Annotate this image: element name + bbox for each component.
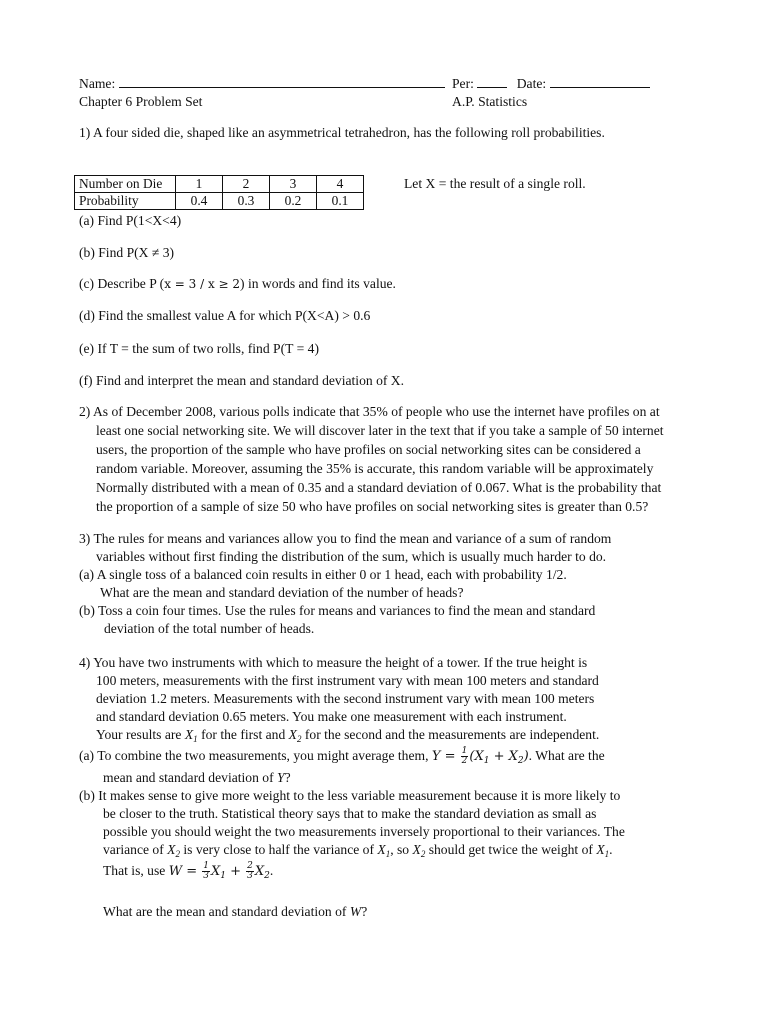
q1-part-f: (f) Find and interpret the mean and standard deviation of X. — [79, 373, 405, 388]
q2-line: Normally distributed with a mean of 0.35 and a standard deviation of 0.067. What is the probability that — [96, 480, 662, 495]
q1-let-x: Let X = the result of a single roll. — [404, 176, 586, 191]
table-header-number: Number on Die — [75, 176, 176, 193]
chapter-title: Chapter 6 Problem Set — [79, 94, 203, 109]
table-cell: 0.1 — [317, 193, 364, 210]
q4-line: and standard deviation 0.65 meters. You make one measurement with each instrument. — [96, 709, 567, 724]
q3-part-b: (b) Toss a coin four times. Use the rules for means and variances to find the mean and standard — [79, 603, 596, 618]
y-formula: Y = $\frac{1}{2}$ $(X_1 + X_2)$ — [431, 746, 529, 766]
q4-b4-text: variance of — [103, 842, 168, 857]
q4-final-question — [103, 903, 367, 921]
table-cell: 3 — [270, 176, 317, 193]
name-line — [79, 75, 445, 93]
name-blank[interactable] — [119, 75, 445, 88]
q3-line: variables without first finding the distribution of the sum, which is usually much harder to do. — [96, 549, 607, 564]
x2-var: $X_2$ — [167, 842, 180, 859]
q1-part-b: (b) Find P(X ≠ 3) — [79, 245, 175, 260]
q4-part-b: (b) It makes sense to give more weight to the less variable measurement because it is more likely to — [79, 788, 621, 803]
table-header-probability: Probability — [75, 193, 176, 210]
x1-var: $X_1$ — [596, 842, 610, 859]
q4-line: deviation 1.2 meters. Measurements with the second instrument vary with mean 100 meters — [96, 691, 595, 706]
x2-var: $X_2$ — [412, 842, 426, 859]
q4-b5-text: That is, use — [103, 863, 169, 878]
q1-part-c-pre: (c) Describe P ( — [79, 276, 165, 291]
q4-b4-text: , so — [390, 842, 413, 857]
table-cell: 0.2 — [270, 193, 317, 210]
q4-b4-text: is very close to half the variance of — [179, 842, 378, 857]
q1-part-d: (d) Find the smallest value A for which P(X<A) > 0.6 — [79, 308, 371, 323]
q2-line: least one social networking site. We will discover later in the text that if you take a sample of 50 internet — [96, 423, 664, 438]
q2-line: random variable. Moreover, assuming the 35% is accurate, this random variable will be approximately — [96, 461, 654, 476]
q4-part-b-cont: be closer to the truth. Statistical theory says that to make the standard deviation as small as — [103, 806, 597, 821]
table-row — [75, 193, 364, 210]
q4-final-end: ? — [361, 904, 368, 919]
probability-table — [74, 175, 364, 210]
w-var: W — [349, 904, 362, 919]
q4-final-text: What are the mean and standard deviation of — [103, 904, 350, 919]
q3-part-b-cont: deviation of the total number of heads. — [104, 621, 315, 636]
q3-line: 3) The rules for means and variances allow you to find the mean and variance of a sum of random — [79, 531, 612, 546]
q4-part-a-cont — [103, 769, 291, 787]
q4-part-b-formula-line: That is, use W = $\frac{1}{3}$ $X_1$ + $\frac{2}{3}$ $X_2$. — [103, 861, 274, 881]
q4-part-a2-end: ? — [284, 770, 291, 785]
q4-results-text: for the second and the measurements are independent. — [301, 727, 600, 742]
table-cell: 0.3 — [223, 193, 270, 210]
x1-var: $X_1$ — [377, 842, 391, 859]
q4-part-b-variance — [103, 841, 613, 863]
q2-line: 2) As of December 2008, various polls indicate that 35% of people who use the internet have profiles on at — [79, 404, 660, 419]
w-formula: W = $\frac{1}{3}$ $X_1$ + $\frac{2}{3}$ $X_2$ — [168, 861, 270, 881]
q1-part-c — [79, 275, 396, 293]
q1-part-e: (e) If T = the sum of two rolls, find P(T = 4) — [79, 341, 319, 356]
name-label: Name: — [79, 76, 116, 91]
q2-line: the proportion of a sample of size 50 who have profiles on social networking sites is greater than 0.5? — [96, 499, 649, 514]
table-cell: 4 — [317, 176, 364, 193]
q1-part-c-math: x = 3 / x ≥ 2 — [164, 277, 241, 291]
q4-part-a — [79, 747, 605, 770]
q4-part-a2-text: mean and standard deviation of — [103, 770, 278, 785]
table-cell: 2 — [223, 176, 270, 193]
q3-part-a: (a) A single toss of a balanced coin results in either 0 or 1 head, each with probability 1/2. — [79, 567, 567, 582]
q3-part-a-cont: What are the mean and standard deviation of the number of heads? — [100, 585, 464, 600]
date-label: Date: — [516, 76, 547, 91]
per-date-line — [452, 75, 650, 93]
date-blank[interactable] — [550, 75, 650, 88]
q1-part-a: (a) Find P(1<X<4) — [79, 213, 182, 228]
q4-results-text: Your results are — [96, 727, 185, 742]
per-label: Per: — [452, 76, 474, 91]
x2-var: $X_2$ — [288, 727, 302, 744]
q1-intro: 1) A four sided die, shaped like an asymmetrical tetrahedron, has the following roll probabilities. — [79, 125, 605, 140]
q1-part-c-post: ) in words and find its value. — [240, 276, 396, 291]
q4-part-a-text: . What are the — [528, 748, 605, 763]
q2-line: users, the proportion of the sample who have profiles on social networking sites can be considered a — [96, 442, 641, 457]
course-title: A.P. Statistics — [452, 94, 528, 109]
x1-var: $X_1$ — [184, 727, 198, 744]
q4-results-text: for the first and — [197, 727, 289, 742]
q4-part-b-cont: possible you should weight the two measurements inversely proportional to their variances. The — [103, 824, 625, 839]
q4-part-a-text: (a) To combine the two measurements, you might average them, — [79, 748, 432, 763]
y-var: Y — [277, 770, 285, 785]
table-row — [75, 176, 364, 193]
q4-b4-text: . — [609, 842, 613, 857]
table-cell: 0.4 — [176, 193, 223, 210]
per-blank[interactable] — [477, 75, 507, 88]
q4-line: 4) You have two instruments with which to measure the height of a tower. If the true height is — [79, 655, 588, 670]
q4-line: 100 meters, measurements with the first instrument vary with mean 100 meters and standard — [96, 673, 599, 688]
table-cell: 1 — [176, 176, 223, 193]
q4-b4-text: should get twice the weight of — [425, 842, 597, 857]
q4-line-results — [96, 726, 599, 748]
